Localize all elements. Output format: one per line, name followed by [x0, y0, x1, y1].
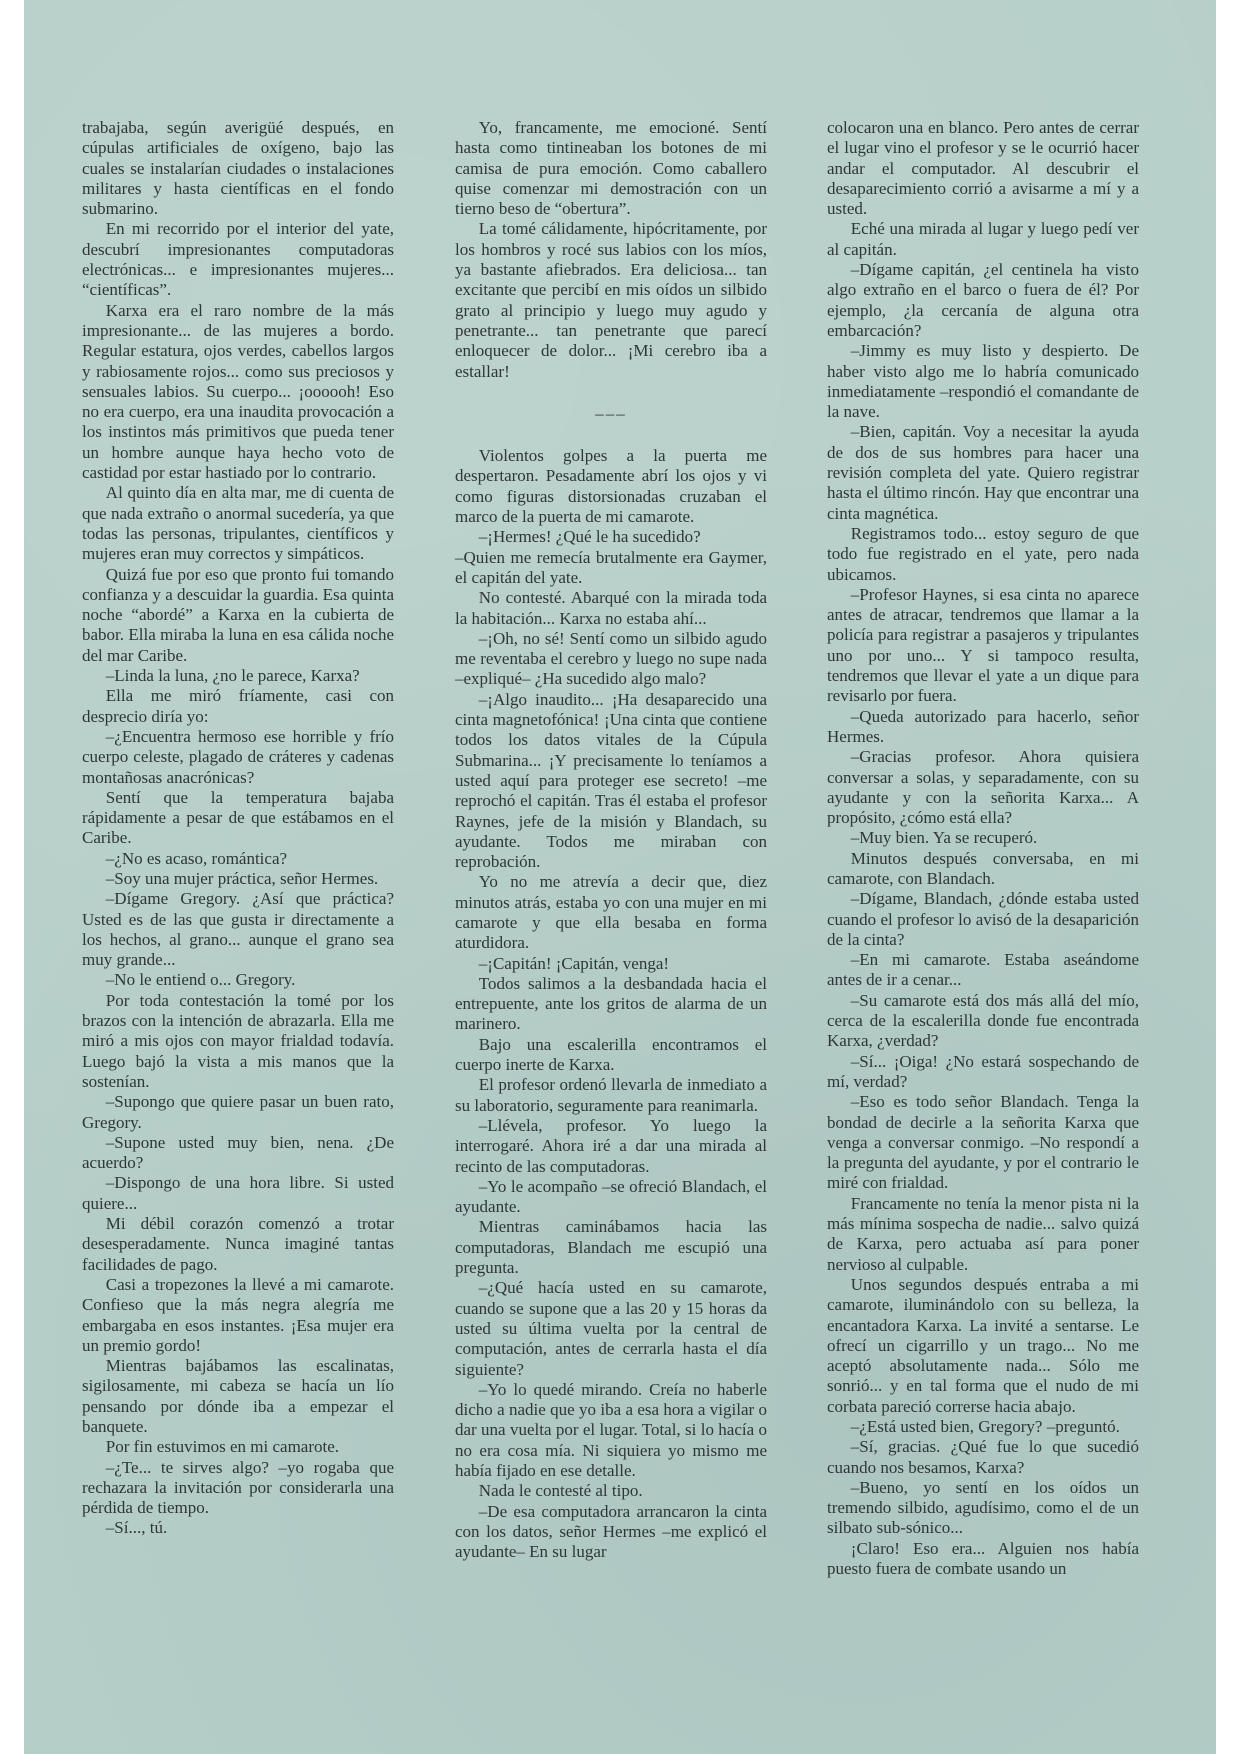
- paragraph: Sentí que la temperatura bajaba rápidamente a pesar de que estábamos en el Caribe.: [82, 787, 394, 848]
- paragraph: –Sí..., tú.: [105, 1518, 168, 1538]
- paragraph: –No le entiend o... Gregory.: [105, 970, 296, 990]
- paragraph: Mi débil corazón comenzó a trotar desesperadamente. Nunca imaginé tantas facilidades de pago.: [82, 1214, 394, 1274]
- paragraph: La tomé cálidamente, hipócritamente, por los hombros y rocé sus labios con los míos, ya bastante afiebrados. Era deliciosa... tan excitante que percibí en mis oídos un silbido grato al principio y luego muy agudo y penetrante... tan penetrante que parecí enloquecer de dolor... ¡Mi cerebro iba a estallar!: [455, 219, 767, 381]
- paragraph: Al quinto día en alta mar, me di cuenta de que nada extraño o anormal sucedería, ya que todas las personas, tripulantes, científicos y mujeres eran muy correctos y simpáticos.: [82, 483, 394, 564]
- paragraph: –Muy bien. Ya se recuperó.: [850, 828, 1038, 848]
- paragraph: –Gracias profesor. Ahora quisiera conversar a solas, y separadamente, con su ayudante y con la señorita Karxa... A propósito, ¿cómo está ella?: [827, 747, 1139, 828]
- paragraph: Bajo una escalerilla encontramos el cuerpo inerte de Karxa.: [455, 1034, 767, 1075]
- paragraph: ¡Claro! Eso era... Alguien nos había puesto fuera de combate usando un: [827, 1538, 1139, 1579]
- paragraph: –Quien me remecía brutalmente era Gaymer, el capitán del yate.: [455, 547, 767, 587]
- paragraph: –Yo lo quedé mirando. Creía no haberle dicho a nadie que yo iba a esa hora a vigilar o dar una vuelta por el lugar. Total, si lo hacía o no era cosa mía. Ni siquiera yo mismo me había fijado en ese detalle.: [455, 1379, 767, 1480]
- paragraph: –¡Hermes! ¿Qué le ha sucedido?: [478, 527, 701, 547]
- paragraph: –Supongo que quiere pasar un buen rato, Gregory.: [82, 1092, 394, 1132]
- paragraph: Por fin estuvimos en mi camarote.: [105, 1437, 340, 1457]
- paragraph: No contesté. Abarqué con la mirada toda la habitación... Karxa no estaba ahí...: [455, 588, 767, 628]
- paragraph: El profesor ordenó llevarla de inmediato a su laboratorio, seguramente para reanimarla.: [455, 1075, 767, 1115]
- paragraph: –De esa computadora arrancaron la cinta con los datos, señor Hermes –me explicó el ayudante– En su lugar: [455, 1501, 767, 1562]
- paragraph: –Dispongo de una hora libre. Si usted quiere...: [82, 1173, 394, 1213]
- paragraph: Francamente no tenía la menor pista ni la más mínima sospecha de nadie... salvo quizá de Karxa, pero actuaba así para poner nervioso al culpable.: [827, 1193, 1139, 1274]
- text-column-2: [455, 118, 767, 1562]
- paragraph: Yo, francamente, me emocioné. Sentí hasta como tintineaban los botones de mi camisa de pura emoción. Como caballero quise comenzar mi demostración con un tierno beso de “obertura”.: [455, 118, 767, 219]
- paragraph: –Sí, gracias. ¿Qué fue lo que sucedió cuando nos besamos, Karxa?: [827, 1437, 1139, 1477]
- paragraph: –Eso es todo señor Blandach. Tenga la bondad de decirle a la señorita Karxa que venga a conversar conmigo. –No respondí a la pregunta del ayudante, y por el contrario le miré con frialdad.: [827, 1092, 1139, 1193]
- paragraph: Nada le contesté al tipo.: [478, 1481, 643, 1501]
- paragraph: trabajaba, según averigüé después, en cúpulas artificiales de oxígeno, bajo las cuales se instalarían ciudades o instalaciones militares y hasta científicas en el fondo submarino.: [82, 118, 394, 219]
- paragraph: –Dígame, Blandach, ¿dónde estaba usted cuando el profesor lo avisó de la desaparición de la cinta?: [827, 889, 1139, 949]
- text-column-1: [82, 118, 394, 1539]
- paragraph: Casi a tropezones la llevé a mi camarote. Confieso que la más negra alegría me embargaba en esos instantes. ¡Esa mujer era un premio gordo!: [82, 1274, 394, 1355]
- paragraph: Karxa era el raro nombre de la más impresionante... de las mujeres a bordo. Regular estatura, ojos verdes, cabellos largos y rabiosamente rojos... como sus preciosos y sensuales labios. Su cuerpo... ¡oooooh! Eso no era cuerpo, era una inaudita provocación a los instintos más primitivos que pueda tener un hombre aunque haya hecho voto de castidad por estar hastiado por lo contrario.: [82, 300, 394, 483]
- text-column-3: [827, 118, 1139, 1579]
- paragraph: Violentos golpes a la puerta me despertaron. Pesadamente abrí los ojos y vi como figuras distorsionadas cruzaban el marco de la puerta de mi camarote.: [455, 446, 767, 527]
- paragraph: –Llévela, profesor. Yo luego la interrogaré. Ahora iré a dar una mirada al recinto de las computadoras.: [455, 1115, 767, 1176]
- paragraph: –Dígame Gregory. ¿Así que práctica? Usted es de las que gusta ir directamente a los hechos, al grano... aunque el grano sea muy grande...: [82, 889, 394, 970]
- paragraph: –¡Capitán! ¡Capitán, venga!: [478, 953, 670, 973]
- paragraph: –Queda autorizado para hacerlo, señor Hermes.: [827, 706, 1139, 746]
- paragraph: –En mi camarote. Estaba aseándome antes de ir a cenar...: [827, 950, 1139, 990]
- paragraph: Yo no me atrevía a decir que, diez minutos atrás, estaba yo con una mujer en mi camarote y que ella besaba en forma aturdidora.: [455, 872, 767, 953]
- paragraph: –¿Qué hacía usted en su camarote, cuando se supone que a las 20 y 15 horas da usted su última vuelta por la central de computación, antes de cerrarla hasta el día siguiente?: [455, 1278, 767, 1379]
- paragraph: –Linda la luna, ¿no le parece, Karxa?: [105, 666, 360, 686]
- paragraph: Mientras caminábamos hacia las computadoras, Blandach me escupió una pregunta.: [455, 1217, 767, 1278]
- paragraph: –Bien, capitán. Voy a necesitar la ayuda de dos de sus hombres para hacer una revisión completa del yate. Quiero registrar hasta el último rincón. Hay que encontrar una cinta magnética.: [827, 422, 1139, 523]
- paragraph: –Bueno, yo sentí en los oídos un tremendo silbido, agudísimo, como el de un silbato sub-sónico...: [827, 1477, 1139, 1538]
- paragraph: Eché una mirada al lugar y luego pedí ver al capitán.: [827, 219, 1139, 259]
- paragraph: –Yo le acompaño –se ofreció Blandach, el ayudante.: [455, 1176, 767, 1217]
- paragraph: –¿Te... te sirves algo? –yo rogaba que rechazara la invitación por considerarla una pérdida de tiempo.: [82, 1457, 394, 1518]
- paragraph: –¡Oh, no sé! Sentí como un silbido agudo me reventaba el cerebro y luego no supe nada –expliqué– ¿Ha sucedido algo malo?: [455, 628, 767, 689]
- paragraph: –¿Está usted bien, Gregory? –preguntó.: [850, 1417, 1120, 1436]
- paragraph: Ella me miró fríamente, casi con desprecio diría yo:: [82, 686, 394, 726]
- paragraph: En mi recorrido por el interior del yate, descubrí impresionantes computadoras electrónicas... e impresionantes mujeres... “científicas”.: [82, 219, 394, 300]
- paragraph: –Sí... ¡Oiga! ¿No estará sospechando de mí, verdad?: [827, 1051, 1139, 1091]
- paragraph: –¿No es acaso, romántica?: [105, 848, 288, 868]
- paragraph: –Jimmy es muy listo y despierto. De haber visto algo me lo habría comunicado inmediatamente –respondió el comandante de la nave.: [827, 341, 1139, 422]
- paragraph: Unos segundos después entraba a mi camarote, iluminándolo con su belleza, la encantadora Karxa. La invité a sentarse. Le ofrecí un cigarrillo y un trago... No me aceptó absolutamente nada... Sólo me sonrió... y en tal forma que el nudo de mi corbata pareció correrse hacia abajo.: [827, 1274, 1139, 1416]
- paragraph: –Profesor Haynes, si esa cinta no aparece antes de atracar, tendremos que llamar a la policía para registrar a pasajeros y tripulantes uno por uno... Y si tampoco resulta, tendremos que llevar el yate a un dique para revisarlo por fuera.: [827, 584, 1139, 706]
- paragraph: Registramos todo... estoy seguro de que todo fue registrado en el yate, pero nada ubicamos.: [827, 523, 1139, 584]
- paragraph: Minutos después conversaba, en mi camarote, con Blandach.: [827, 848, 1139, 888]
- paragraph: colocaron una en blanco. Pero antes de cerrar el lugar vino el profesor y se le ocurrió hacer andar el computador. Al descubrir el desaparecimiento corrió a avisarme a mí y a usted.: [827, 118, 1139, 219]
- section-separator: –––: [595, 403, 627, 423]
- paragraph: –Supone usted muy bien, nena. ¿De acuerdo?: [82, 1132, 394, 1173]
- magazine-page: [24, 0, 1216, 1754]
- paragraph: –Dígame capitán, ¿el centinela ha visto algo extraño en el barco o fuera de él? Por ejemplo, ¿la cercanía de alguna otra embarcación?: [827, 260, 1139, 340]
- paragraph: Quizá fue por eso que pronto fui tomando confianza y a descuidar la guardia. Esa quinta noche “abordé” a Karxa en la cubierta de babor. Ella miraba la luna en esa cálida noche del mar Caribe.: [82, 564, 394, 665]
- paragraph: –¿Encuentra hermoso ese horrible y frío cuerpo celeste, plagado de cráteres y cadenas montañosas anacrónicas?: [82, 726, 394, 787]
- paragraph: Por toda contestación la tomé por los brazos con la intención de abrazarla. Ella me miró a mis ojos con mayor frialdad todavía. Luego bajó la vista a mis manos que la sostenían.: [82, 990, 394, 1091]
- paragraph: Todos salimos a la desbandada hacia el entrepuente, ante los gritos de alarma de un marinero.: [455, 973, 767, 1034]
- paragraph: Mientras bajábamos las escalinatas, sigilosamente, mi cabeza se hacía un lío pensando por dónde iba a empezar el banquete.: [82, 1356, 394, 1436]
- paragraph: –Soy una mujer práctica, señor Hermes.: [105, 868, 379, 888]
- paragraph: –Su camarote está dos más allá del mío, cerca de la escalerilla donde fue encontrada Karxa, ¿verdad?: [827, 990, 1139, 1051]
- paragraph: –¡Algo inaudito... ¡Ha desaparecido una cinta magnetofónica! ¡Una cinta que contiene todos los datos vitales de la Cúpula Submarina... ¡Y precisamente lo teníamos a usted aquí para proteger ese secreto! –me reprochó el capitán. Tras él estaba el profesor Raynes, jefe de la misión y Blandach, su ayudante. Todos me miraban con reprobación.: [455, 689, 767, 872]
